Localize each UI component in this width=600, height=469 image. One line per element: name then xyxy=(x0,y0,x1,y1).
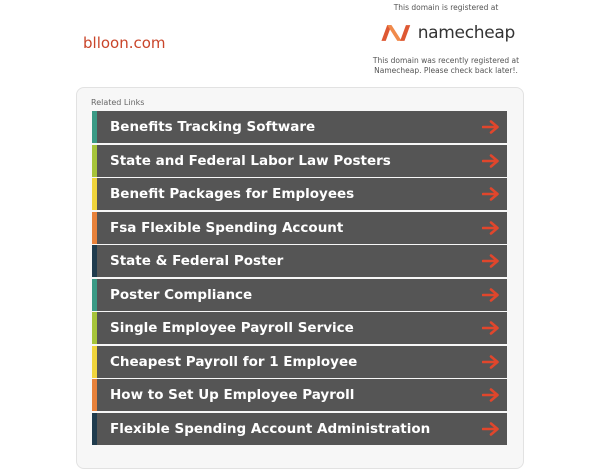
related-link-label: Benefit Packages for Employees xyxy=(110,186,355,202)
arrow-right-icon xyxy=(482,120,500,134)
related-link[interactable] xyxy=(92,245,507,277)
related-link-label: Single Employee Payroll Service xyxy=(110,320,354,336)
related-link[interactable] xyxy=(92,111,507,143)
related-link[interactable] xyxy=(92,346,507,378)
namecheap-n-icon xyxy=(380,20,412,46)
related-link[interactable] xyxy=(92,379,507,411)
namecheap-wordmark: namecheap xyxy=(417,23,515,43)
related-link[interactable] xyxy=(92,145,507,177)
arrow-right-icon xyxy=(482,187,500,201)
related-link[interactable] xyxy=(92,312,507,344)
related-link-label: Poster Compliance xyxy=(110,286,253,303)
related-link-label: State & Federal Poster xyxy=(110,253,284,269)
related-link-label: Benefits Tracking Software xyxy=(110,119,316,135)
registration-notice: This domain was recently registered at Namecheap. Please check back later!. xyxy=(372,56,520,75)
related-link[interactable] xyxy=(92,212,507,244)
related-link-label: How to Set Up Employee Payroll xyxy=(110,387,355,403)
related-link[interactable] xyxy=(92,178,507,210)
arrow-right-icon xyxy=(482,355,500,369)
related-link-label: Fsa Flexible Spending Account xyxy=(110,219,344,236)
registered-at-text: This domain is registered at xyxy=(393,3,499,12)
related-link-label: Flexible Spending Account Administration xyxy=(110,420,431,437)
related-link-label: Cheapest Payroll for 1 Employee xyxy=(110,353,358,370)
arrow-right-icon xyxy=(482,321,500,335)
arrow-right-icon xyxy=(482,154,500,168)
domain-title: blloon.com xyxy=(83,34,166,52)
namecheap-logo[interactable] xyxy=(380,18,515,48)
related-links-list xyxy=(92,111,507,446)
related-link-label: State and Federal Labor Law Posters xyxy=(110,152,391,169)
arrow-right-icon xyxy=(482,388,500,402)
related-links-label: Related Links xyxy=(91,98,145,107)
arrow-right-icon xyxy=(482,254,500,268)
arrow-right-icon xyxy=(482,422,500,436)
arrow-right-icon xyxy=(482,288,500,302)
related-link[interactable] xyxy=(92,279,507,311)
arrow-right-icon xyxy=(482,221,500,235)
related-link[interactable] xyxy=(92,413,507,445)
